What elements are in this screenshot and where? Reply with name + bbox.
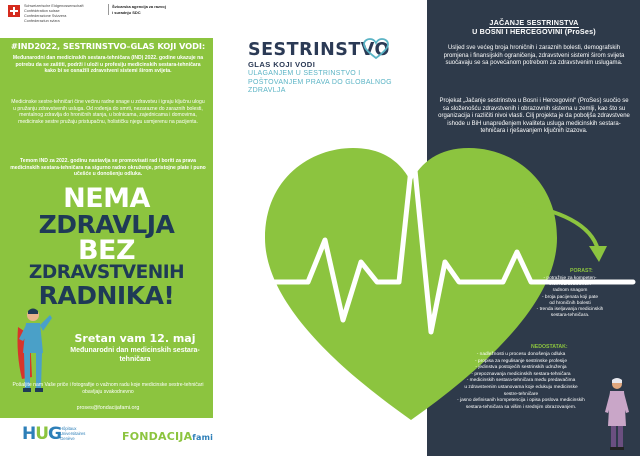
footer-logos (0, 418, 213, 456)
list-item: sestara-tehničara. (550, 313, 590, 319)
body-paragraph: Medicinske sestre-tehničari čine većinu radne snage u zdravstvu i igraju ključnu ulogu u pružanju zdravstvenih usluga. Od rođenja do smrti, nezarazne do zaraznih bolesti, mentalnog zdravlja do hroničnih stanja, u bolnicama, zajednicama i domovima, medicinske sestre pružaju pristupačnu, holističku njegu usmjerenu na pacijenta. (11, 99, 205, 125)
swiss-flag-icon (8, 5, 20, 17)
context-paragraph: Usljed sve većeg broja hroničnih i zaraznih bolesti, demografskih promjena i finansijskih ograničenja, zdravstveni sistemi širom svijeta suočavaju se sa povećanom potrebom za zdravstvenim uslugama. (443, 45, 625, 67)
slogan-line: NEMA (63, 183, 150, 214)
project-title (432, 18, 636, 36)
list-item: - prepoznavanja medicinskih sestara-tehničara (471, 371, 571, 377)
theme-paragraph: Temom IND za 2022. godinu nastavlja se promovisati rad i boriti za prava medicinskih sestara-tehničara na sigurno radno okruženje, pristojne plate i puno učešće u donošenju odluka. (10, 158, 206, 178)
slogan-line: BEZ (77, 235, 136, 266)
contact-text: Pošaljite nam Vaše priče i fotografije o važnom radu koje medicinske sestre-tehničari obavljaju svakodnevno (12, 382, 204, 395)
slogan-line: RADNIKA! (38, 280, 175, 310)
heart-chat-icon (362, 38, 390, 60)
campaign-title: #IND2022, SESTRINSTVO–GLAS KOJI VODI: (10, 41, 206, 51)
project-title-line: JAČANJE SESTRINSTVA (489, 18, 579, 27)
list-item: sestre-tehničare (503, 391, 539, 397)
deficits-heading: NEDOSTATAK: (531, 344, 568, 350)
hug-letter: G (48, 424, 62, 444)
advantages-heading: PORAST: (570, 268, 593, 274)
slogan (0, 185, 213, 308)
nurse-figure-icon (602, 376, 632, 452)
list-item: - nadležnosti u procesu donošenja odluka (476, 352, 566, 357)
fami-text: fami (192, 433, 213, 442)
greeting-block (60, 332, 210, 364)
brand-tagline: ULAGANJEM U SESTRINSTVO I POŠTOVANJEM PRAVA DO GLOBALNOG ZDRAVLJA (248, 70, 392, 94)
fondacija-fami-logo (122, 430, 213, 443)
greeting-subtitle: Međunarodni dan medicinskih sestara-tehničara (70, 347, 200, 363)
list-item: - broja pacijenata koji pate (542, 294, 598, 300)
left-panel (0, 0, 213, 456)
slogan-line: ZDRAVSTVENIH (28, 262, 185, 283)
list-item: od hroničnih bolesti (549, 300, 591, 306)
list-item: radnom snagom (552, 288, 588, 294)
advantages-list (510, 276, 630, 319)
list-item: sestara-tehničara sa višim i srednjim obrazovanjem. (465, 404, 577, 410)
greeting-title: Sretan vam 12. maj (74, 332, 196, 345)
list-item: - potražnje za kompeten- (543, 276, 597, 281)
brand-title: SESTRINSTVO (248, 40, 390, 60)
intro-paragraph: Međunarodni dan medicinskih sestara-tehničara (IND) 2022. godine ukazuje na potrebu da se zaštiti, podrži i uloži u profesiju medicinskih sestara-tehničara kako bi se osnažili zdravstveni sistemi širom svijeta. (12, 55, 204, 75)
confederation-line: Schweizerische Eidgenossenschaft (24, 4, 84, 8)
confederation-line: Confederaziun svizra (24, 19, 60, 23)
fondacija-text: FONDACIJA (122, 430, 193, 443)
list-item: - trenda iseljavanja medicinskih (536, 307, 604, 313)
hug-logo-icon (22, 424, 61, 444)
confederation-text (24, 4, 102, 24)
hug-sub-line: Genève (60, 436, 75, 441)
hug-letter: H (22, 424, 36, 444)
hug-letter: U (35, 424, 49, 444)
list-item: - jasno definisanih kompetencija i opisa poslova medicinskih (457, 398, 585, 404)
confederation-line: Confederazione Svizzera (24, 14, 67, 18)
project-title-line: U BOSNI I HERCEGOVINI (ProSes) (472, 27, 596, 36)
hug-subtitle (60, 426, 110, 441)
brand-subtitle: GLAS KOJI VODI (248, 60, 316, 69)
hug-sub-line: Hôpitaux (60, 426, 77, 431)
deficits-list (440, 352, 602, 411)
partner-header (0, 0, 213, 38)
hug-sub-line: Universitaires (60, 431, 86, 436)
slogan-line: ZDRAVLJA (38, 210, 175, 239)
list-item: - propisa za regulisanje sestrinske profesije (475, 358, 567, 364)
list-item: - medicinskih sestara-tehničara među predavačima (466, 378, 576, 384)
contact-email-link[interactable]: proses@fondacijafami.org (76, 405, 140, 411)
list-item: u zdravstvenim ustanovama koje edukuju medicinske (464, 384, 578, 390)
confederation-line: Confédération suisse (24, 9, 60, 13)
sdc-line: Švicarska agencija za razvoj (112, 4, 166, 9)
project-paragraph: Projekat „Jačanje sestrinstva u Bosni i Hercegovini“ (ProSes) suočio se sa složenošću zdravstvenih i obrazovnih sistema u zemlji, kao što su organizacija i različiti nivoi vlasti. Cilj projekta je da poboljša zdravstvene ishode u BiH unapređenjem kvaliteta usluga medicinskih sestara-tehničara i rješavanjem ključnih izazova. (438, 98, 630, 135)
list-item: tnom zdravstvenom (549, 282, 591, 288)
sdc-text (108, 4, 208, 15)
sdc-line: i suradnju SDC (112, 9, 141, 15)
list-item: - jedinstva postojećih sestrinskih udruženja (475, 365, 567, 371)
